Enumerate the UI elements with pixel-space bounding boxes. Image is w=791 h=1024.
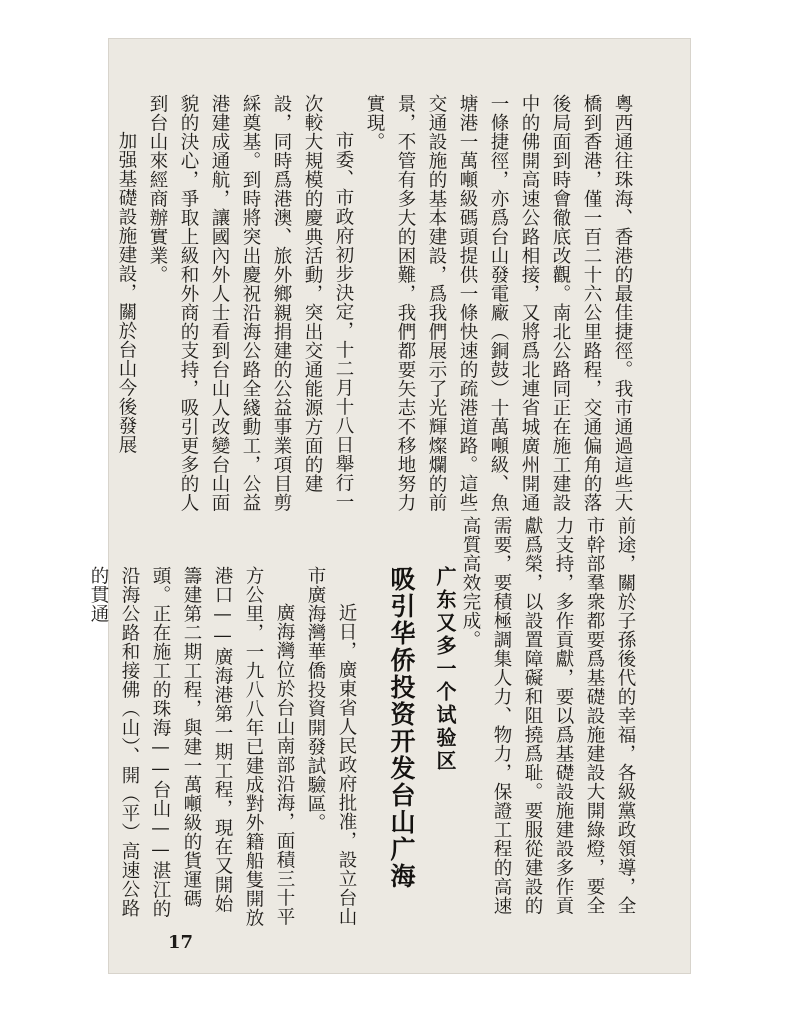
- page-number: 17: [168, 932, 194, 953]
- paragraph: 近日，廣東省人民政府批准，設立台山市廣海灣華僑投資開發試驗區。: [305, 566, 357, 926]
- magazine-page: [88, 38, 691, 974]
- paragraph: 前途，關於子孫後代的幸福，各級黨政領導，全市幹部羣衆都要爲基礎設施建設大開綠燈，要全力支持，多作貢獻，要以爲基礎設施建設多作貢獻爲榮，以設置障礙和阻撓爲耻。要服從建設的需要，要積極調集人力、物力，保證工程的高速高質高效完成。: [460, 516, 636, 915]
- article-continuation-lower: [460, 516, 641, 918]
- paragraph: 加强基礎設施建設，關於台山今後發展: [116, 131, 137, 454]
- paragraph: 粵西通往珠海、香港的最佳捷徑。我市通過這些大橋到香港，僅一百二十六公里路程，交通偏角的落後局面到時會徹底改觀。南北公路同正在施工建設中的佛開高速公路相接，又將爲北連省城廣州開通一條捷徑，亦爲台山發電廠（銅鼓）十萬噸級、魚塘港一萬噸級碼頭提供一條快速的疏港道路。這些交通設施的基本建設，爲我們展示了光輝燦爛的前景，不管有多大的困難，我們都要矢志不移地努力實現。: [364, 94, 633, 512]
- news-article-body: [88, 566, 362, 928]
- news-headline: [363, 566, 463, 926]
- headline-title: 吸引华侨投资开发台山广海: [387, 566, 416, 890]
- article-continuation-upper: [116, 94, 638, 526]
- headline-subtitle: 广东又多一个试验区: [433, 566, 457, 773]
- paragraph: 市委、市政府初步決定，十二月十八日舉行一次較大規模的慶典活動，突出交通能源方面的建設，同時爲港澳、旅外鄉親捐建的公益事業項目剪綵奠基。到時將突出慶祝沿海公路全綫動工，公益港建成通航，讓國內外人士看到台山人改變台山面貌的決心，爭取上級和外商的支持，吸引更多的人到台山來經商辦實業。: [147, 94, 354, 512]
- paragraph: 廣海灣位於台山南部沿海，面積三十平方公里，一九八八年已建成對外籍船隻開放港口——廣海港第一期工程，現在又開始籌建第二期工程，與建一萬噸級的貨運碼頭。正在施工的珠海——台山——湛江的沿海公路和接佛（山）、開（平）高速公路的貫通: [88, 566, 295, 927]
